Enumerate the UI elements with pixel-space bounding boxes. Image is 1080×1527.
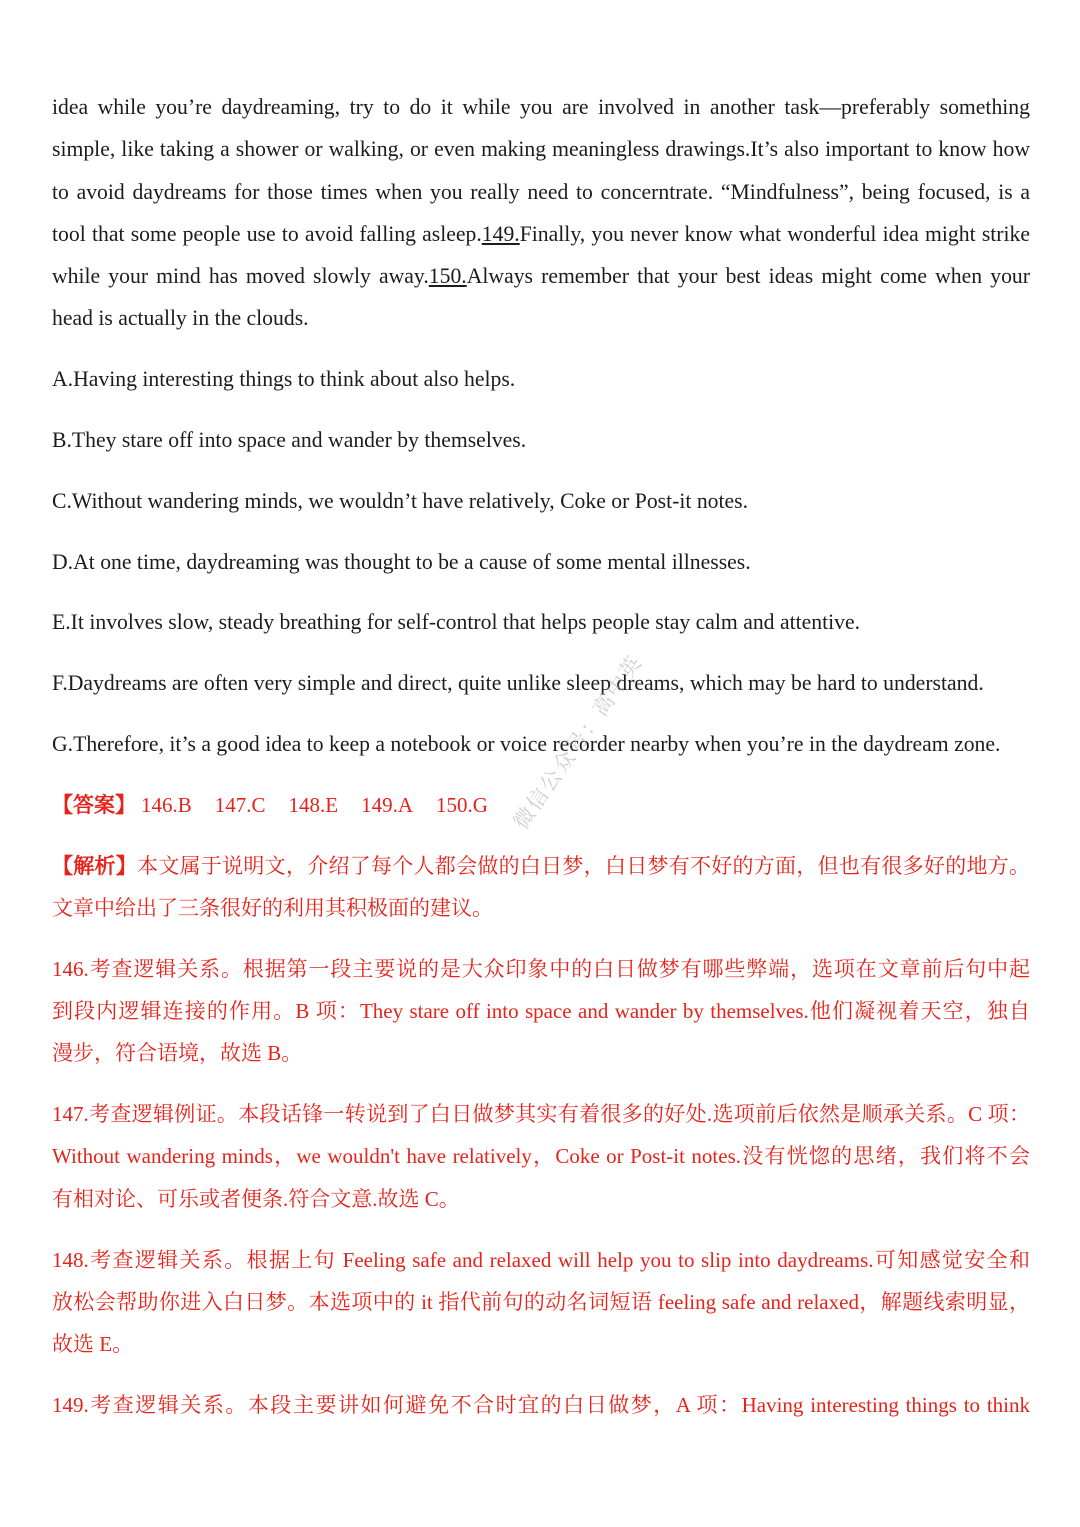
explanation-line: 147.考查逻辑例证。本段话锋一转说到了白日做梦其实有着很多的好处.选项前后依然是顺承关系。C 项： <box>52 1102 1030 1127</box>
explanation-line: 漫步，符合语境，故选 B。 <box>52 1041 303 1066</box>
option-a: A.Having interesting things to think about also helps. <box>52 367 516 392</box>
option-f: F.Daydreams are often very simple and direct, quite unlike sleep dreams, which may be hard to understand. <box>52 671 984 696</box>
explanation-146 <box>52 948 1030 1075</box>
answer-label: 【答案】 <box>52 792 136 817</box>
option-c: C.Without wandering minds, we wouldn’t have relatively, Coke or Post-it notes. <box>52 488 749 513</box>
option-b: B.They stare off into space and wander by themselves. <box>52 428 527 453</box>
explanation-line: 146.考查逻辑关系。根据第一段主要说的是大众印象中的白日做梦有哪些弊端，选项在文章前后句中起 <box>52 956 1030 981</box>
explanation-line: 到段内逻辑连接的作用。B 项：They stare off into space and wander by themselves.他们凝视着天空，独自 <box>52 999 1030 1024</box>
passage-line: to avoid daydreams for those times when you really need to concerntrate. “Mindfulness”, being focused, is a <box>52 179 1030 204</box>
explanation-line: 故选 E。 <box>52 1332 134 1357</box>
analysis-line <box>52 845 1030 887</box>
passage-text: tool that some people use to avoid falling asleep. <box>52 221 482 246</box>
passage-text: while your mind has moved slowly away. <box>52 264 429 289</box>
explanation-148 <box>52 1239 1030 1366</box>
answer-item: 146.B <box>141 792 192 817</box>
explanation-line: 有相对论、可乐或者便条.符合文意.故选 C。 <box>52 1186 460 1211</box>
explanation-149 <box>52 1384 1030 1426</box>
answer-item: 148.E <box>288 792 339 817</box>
passage-line: head is actually in the clouds. <box>52 306 309 331</box>
blank-150: 150. <box>428 264 467 289</box>
answer-item: 149.A <box>361 792 414 817</box>
analysis-line: 文章中给出了三条很好的利用其积极面的建议。 <box>52 895 493 920</box>
option-d: D.At one time, daydreaming was thought to be a cause of some mental illnesses. <box>52 549 751 574</box>
passage-line: simple, like taking a shower or walking, or even making meaningless drawings.It’s also important to know how <box>52 137 1030 162</box>
passage-line: idea while you’re daydreaming, try to do it while you are involved in another task—preferably something <box>52 95 1030 119</box>
explanation-line: Without wandering minds，we wouldn't have relatively，Coke or Post-it notes.没有恍惚的思绪，我们将不会 <box>52 1144 1030 1169</box>
explanation-line: 148.考查逻辑关系。根据上句 Feeling safe and relaxed will help you to slip into daydreams.可知感觉安全和 <box>52 1247 1030 1272</box>
passage-text: Finally, you never know what wonderful idea might strike <box>519 221 1030 246</box>
explanation-147 <box>52 1093 1030 1220</box>
passage-line <box>52 255 1030 297</box>
answer-item: 147.C <box>214 792 266 817</box>
document-content <box>52 86 1030 1445</box>
explanation-line: 149.考查逻辑关系。本段主要讲如何避免不合时宜的白日做梦，A 项：Having interesting things to think <box>52 1392 1030 1417</box>
watermark: 微信公众号：高中英 <box>508 650 648 834</box>
passage-paragraph <box>52 86 1030 340</box>
option-g: G.Therefore, it’s a good idea to keep a notebook or voice recorder nearby when you’re in the daydream zone. <box>52 732 1001 757</box>
option-e: E.It involves slow, steady breathing for self-control that helps people stay calm and attentive. <box>52 610 861 635</box>
analysis-text: 本文属于说明文，介绍了每个人都会做的白日梦，白日梦有不好的方面，但也有很多好的地方。 <box>137 853 1031 878</box>
analysis-paragraph <box>52 845 1030 930</box>
analysis-label: 【解析】 <box>52 853 138 878</box>
passage-line <box>52 213 1030 255</box>
blank-149: 149. <box>481 221 520 246</box>
passage-text: Always remember that your best ideas might come when your <box>466 264 1030 289</box>
explanation-line: 放松会帮助你进入白日梦。本选项中的 it 指代前句的动名词短语 feeling safe and relaxed，解题线索明显， <box>52 1289 1030 1314</box>
answer-item: 150.G <box>436 792 488 817</box>
